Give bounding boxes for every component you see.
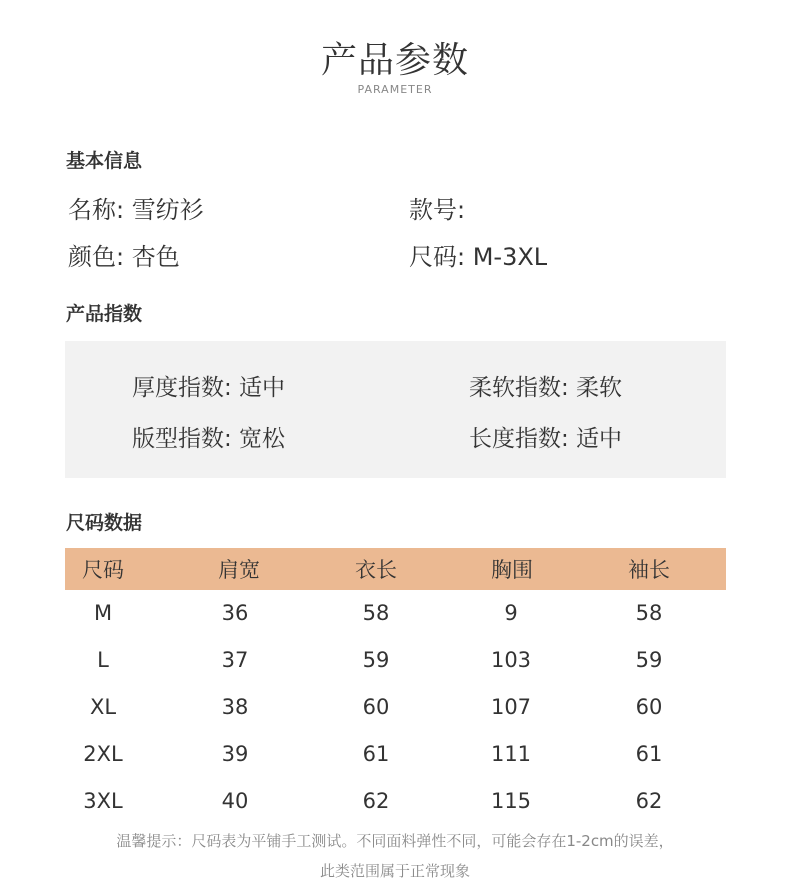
cell-shoulder: 36 [221,601,249,625]
cell-size: L [97,648,109,672]
cell-chest: 115 [490,789,532,813]
cell-shoulder: 37 [221,648,249,672]
table-row [65,684,726,731]
size-table-header [65,548,726,590]
size-table [65,548,726,825]
size-note-line1: 温馨提示：尺码表为平铺手工测试。不同面料弹性不同，可能会存在1-2cm的误差， [116,832,674,850]
table-row [65,590,726,637]
info-model: 款号: [409,196,466,224]
table-row [65,778,726,825]
cell-size: 3XL [83,789,123,813]
cell-sleeve: 58 [635,601,663,625]
cell-length: 58 [362,601,390,625]
cell-sleeve: 59 [635,648,663,672]
header-cell-length: 衣长 [355,558,397,582]
page-subtitle: PARAMETER [357,83,433,96]
index-softness: 柔软指数: 柔软 [469,375,623,401]
index-thickness: 厚度指数: 适中 [132,375,286,401]
cell-length: 62 [362,789,390,813]
cell-sleeve: 61 [635,742,663,766]
cell-size: M [93,601,113,625]
cell-length: 59 [362,648,390,672]
header-cell-chest: 胸围 [491,558,533,582]
cell-chest: 103 [490,648,532,672]
cell-sleeve: 62 [635,789,663,813]
page-title: 产品参数 [320,40,469,81]
cell-size: 2XL [83,742,123,766]
header-cell-size: 尺码 [82,558,124,582]
info-color: 颜色: 杏色 [68,243,180,271]
cell-chest: 9 [504,601,518,625]
product-index-panel [65,341,726,478]
cell-shoulder: 38 [221,695,249,719]
cell-sleeve: 60 [635,695,663,719]
header-cell-shoulder: 肩宽 [218,558,260,582]
header-cell-sleeve: 袖长 [628,558,670,582]
cell-length: 61 [362,742,390,766]
index-length: 长度指数: 适中 [469,426,623,452]
cell-shoulder: 39 [221,742,249,766]
info-size: 尺码: M-3XL [409,243,548,271]
table-row [65,731,726,778]
size-note-line2: 此类范围属于正常现象 [319,862,470,880]
table-row [65,637,726,684]
cell-size: XL [89,695,117,719]
basic-info-heading: 基本信息 [66,150,143,172]
cell-shoulder: 40 [221,789,249,813]
product-index-heading: 产品指数 [66,303,143,325]
cell-chest: 107 [490,695,532,719]
cell-chest: 111 [490,742,532,766]
cell-length: 60 [362,695,390,719]
index-fit: 版型指数: 宽松 [132,426,286,452]
size-data-heading: 尺码数据 [66,512,143,534]
info-name: 名称: 雪纺衫 [68,196,204,224]
